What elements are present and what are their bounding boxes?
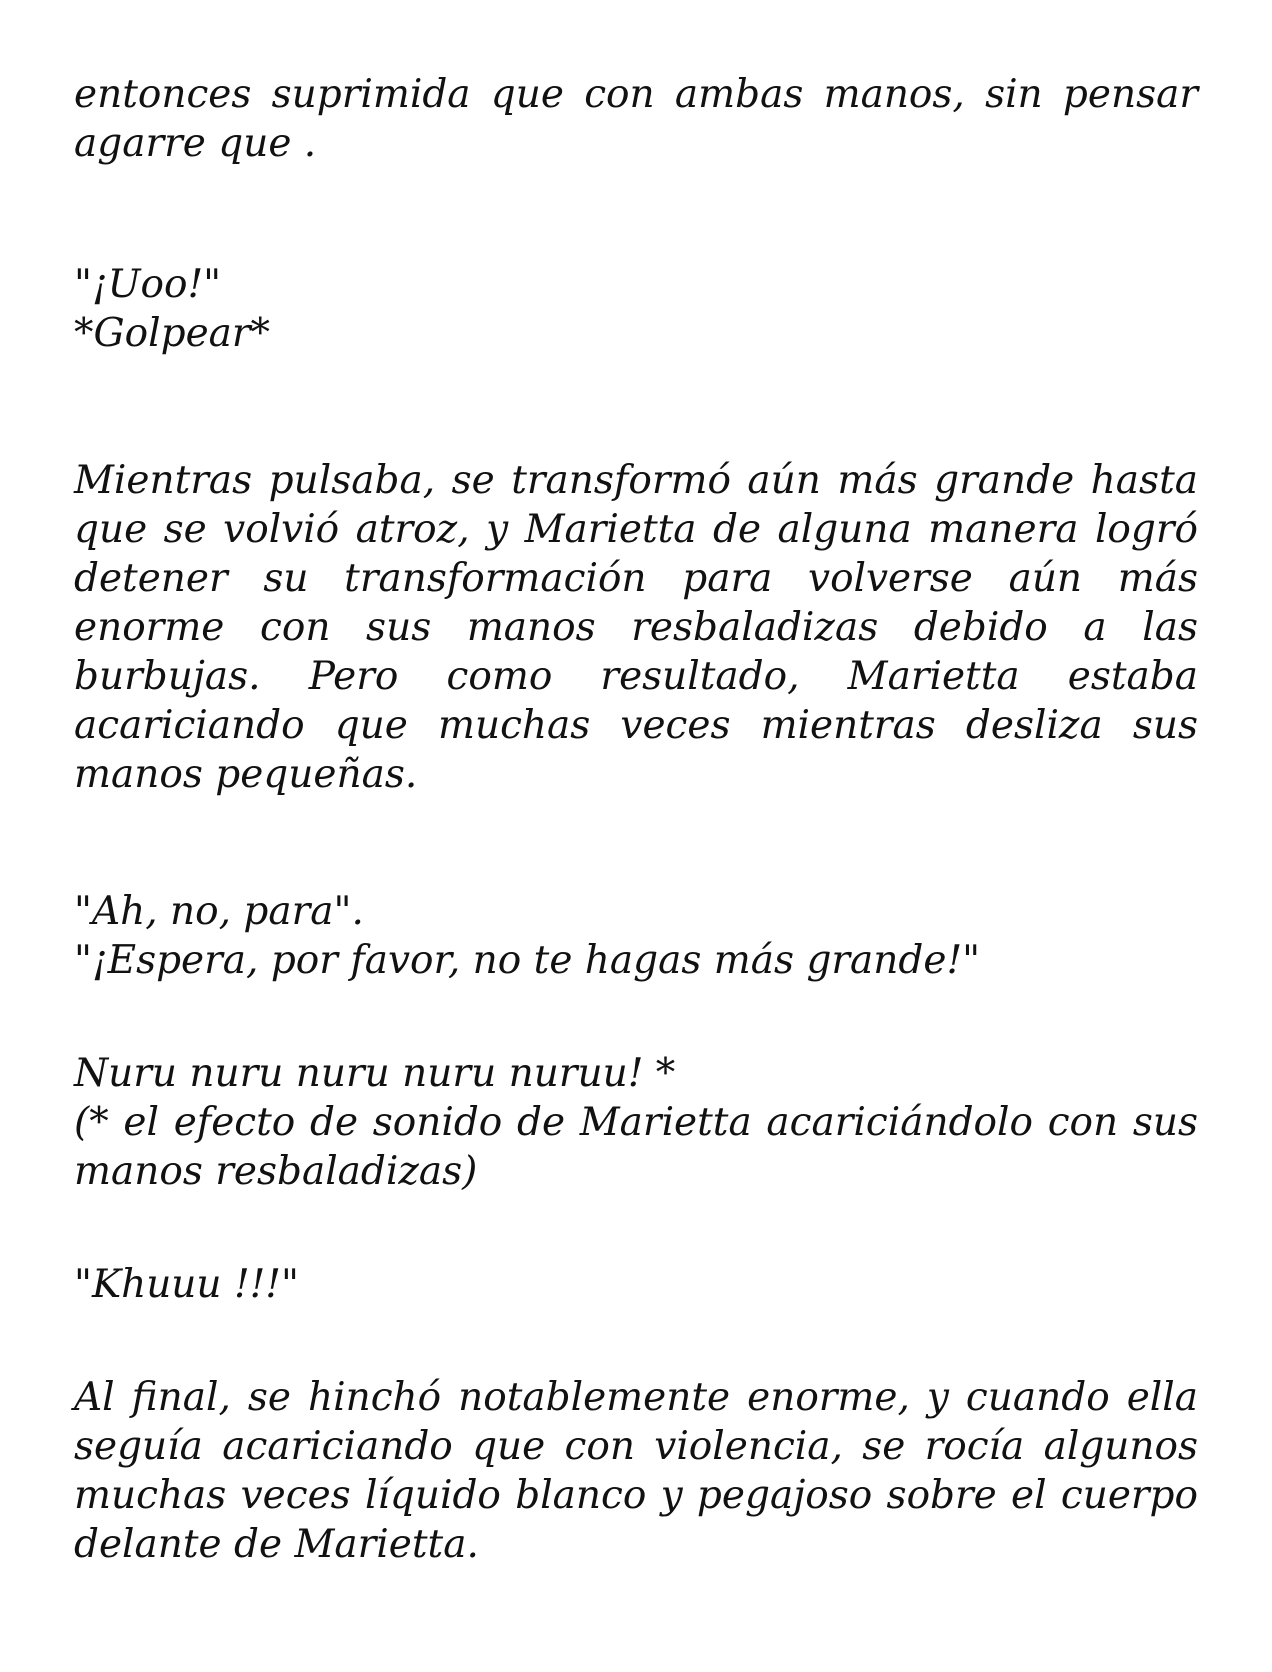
dialogue-line: "Ah, no, para". xyxy=(74,889,364,934)
narration-paragraph-1: Mientras pulsaba, se transformó aún más grande hasta que se volvió atroz, y Marietta de alguna manera logró detener su transformación para volverse aún más enorme con sus manos resbaladizas debido a las burbujas. Pero como resultado, Marietta estaba acariciando que muchas veces mientras desliza sus manos pequeñas. xyxy=(74,458,1198,797)
opening-paragraph: entonces suprimida que con ambas manos, sin pensar agarre que . xyxy=(74,72,1198,166)
dialogue-block-2 xyxy=(74,887,1198,985)
dialogue-block-1 xyxy=(74,260,1198,358)
dialogue-line: "¡Uoo!" xyxy=(74,262,222,307)
dialogue-line-khuuu: "Khuuu !!!" xyxy=(74,1262,299,1307)
sound-effect-block xyxy=(74,1049,1198,1196)
document-page xyxy=(74,70,1198,1569)
sound-line: *Golpear* xyxy=(74,311,271,356)
narration-paragraph-2: Al final, se hinchó notablemente enorme, y cuando ella seguía acariciando que con violencia, se rocía algunos muchas veces líquido blanco y pegajoso sobre el cuerpo delante de Marietta. xyxy=(74,1375,1198,1567)
sound-effect-line: Nuru nuru nuru nuru nuruu! * xyxy=(74,1051,676,1096)
dialogue-line: "¡Espera, por favor, no te hagas más grande!" xyxy=(74,938,981,983)
sound-effect-note: (* el efecto de sonido de Marietta acariciándolo con sus manos resbaladizas) xyxy=(74,1100,1198,1194)
